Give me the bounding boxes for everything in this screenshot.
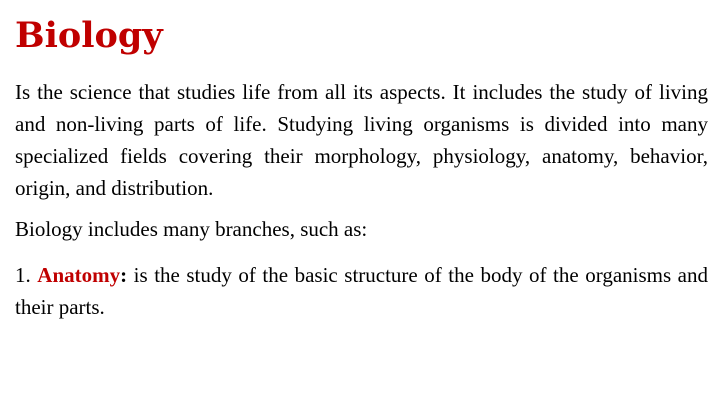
- branch-definition: is the study of the basic structure of the body of the organisms and their parts.: [15, 263, 708, 319]
- branch-item-anatomy: [15, 259, 708, 323]
- branch-number: 1.: [15, 263, 31, 287]
- slide-title: Biology: [15, 15, 163, 56]
- branch-colon: :: [120, 263, 128, 287]
- branch-term: Anatomy: [37, 263, 121, 287]
- branches-intro: Biology includes many branches, such as:: [15, 217, 368, 241]
- intro-paragraph: Is the science that studies life from all its aspects. It includes the study of living and non-living parts of life. Studying living organisms is divided into many specialized fields covering their morphology, physiology, anatomy, behavior, origin, and distribution.: [15, 80, 708, 200]
